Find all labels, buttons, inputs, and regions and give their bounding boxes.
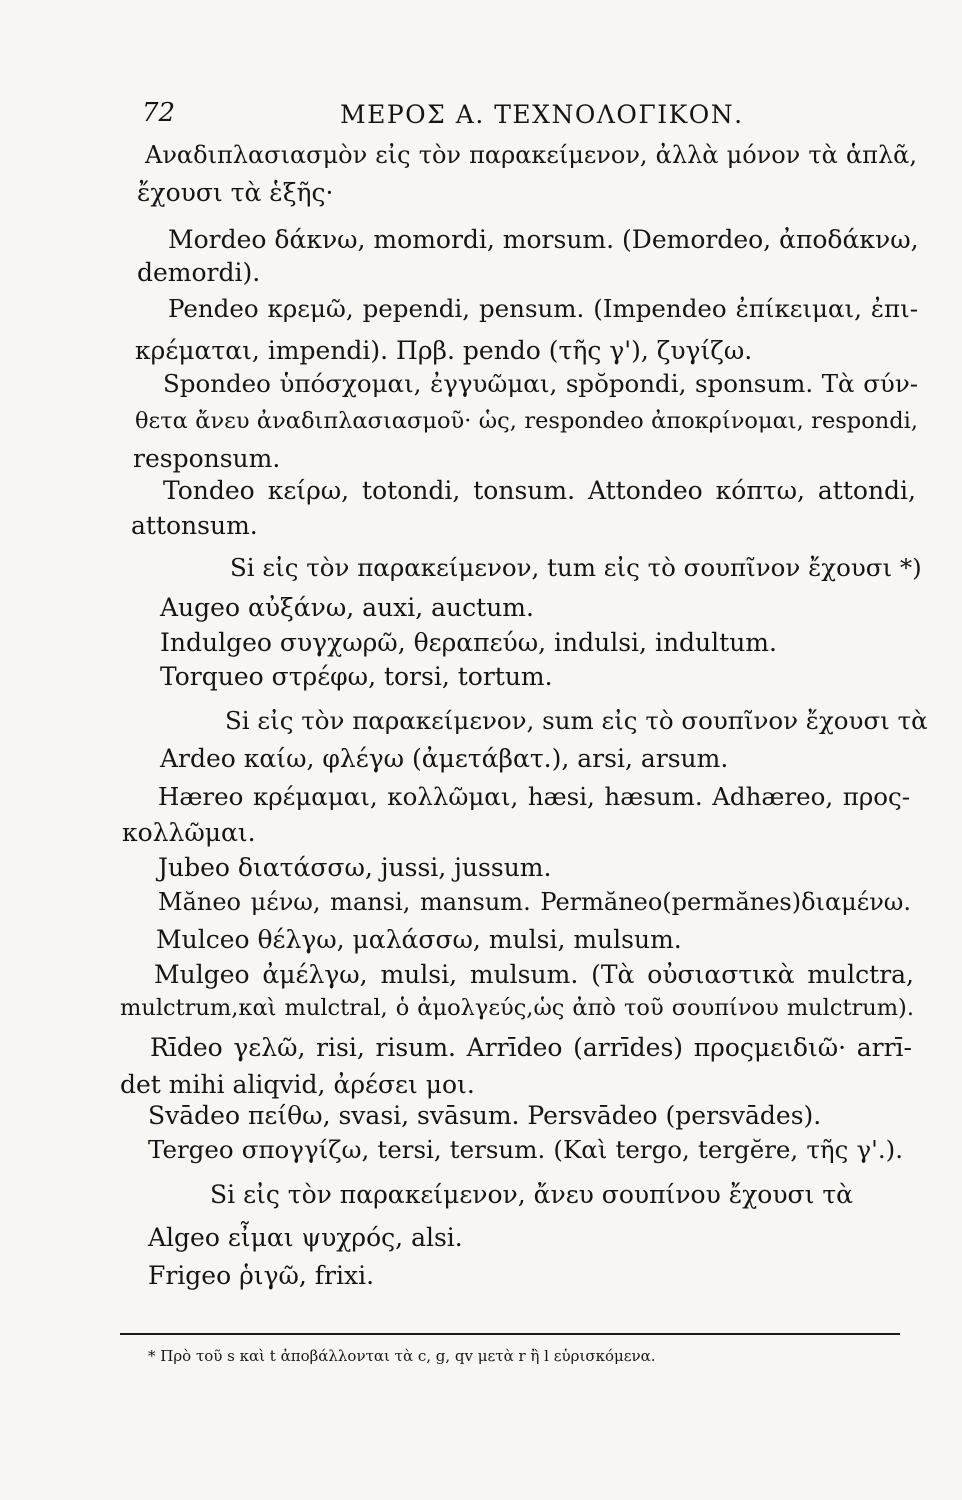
text-line: ἔχουσι τὰ ἑξῆς· (137, 178, 334, 207)
text-line: Spondeo ὑπόσχομαι, ἐγγυῶμαι, spŏpondi, sponsum. Τὰ σύν- (163, 369, 918, 398)
text-line: Tondeo κείρω, totondi, tonsum. Attondeo κόπτω, attondi, (163, 476, 916, 505)
footnote: * Πρὸ τοῦ s καὶ t ἀποβάλλονται τὰ c, g, qv μετὰ r ἢ l εὑρισκόμενα. (148, 1347, 656, 1365)
text-line: demordi). (137, 258, 261, 287)
text-line: κολλῶμαι. (122, 818, 256, 847)
text-line: Jubeo διατάσσω, jussi, jussum. (158, 853, 552, 882)
footnote-rule (120, 1333, 900, 1335)
text-line: responsum. (133, 444, 281, 473)
text-line: Măneo μένω, mansi, mansum. Permăneo(permănes)διαμένω. (158, 888, 911, 916)
text-line: Rīdeo γελῶ, risi, risum. Arrīdeo (arrīdes) προςμειδιῶ· arrī- (150, 1033, 912, 1062)
text-line: Torqueo στρέφω, torsi, tortum. (160, 662, 553, 691)
text-line: Si εἰς τὸν παρακείμενον, tum εἰς τὸ σουπῖνον ἔχουσι *) (230, 553, 922, 582)
text-line: Pendeo κρεμῶ, pependi, pensum. (Impendeo ἐπίκειμαι, ἐπι- (168, 294, 918, 323)
text-line: Augeo αὐξάνω, auxi, auctum. (160, 593, 534, 622)
text-line: Mulceo θέλγω, μαλάσσω, mulsi, mulsum. (156, 925, 682, 954)
text-line: Si εἰς τὸν παρακείμενον, sum εἰς τὸ σουπῖνον ἔχουσι τὰ (225, 706, 928, 735)
text-line: Frigeo ῥιγῶ, frixi. (148, 1261, 375, 1290)
text-line: Αναδιπλασιασμὸν εἰς τὸν παρακείμενον, ἀλλὰ μόνον τὰ ἁπλᾶ, (145, 141, 917, 169)
text-line: θετα ἄνευ ἀναδιπλασιασμοῦ· ὡς, respondeo ἀποκρίνομαι, respondi, (135, 408, 918, 434)
text-line: Si εἰς τὸν παρακείμενον, ἄνευ σουπίνου ἔχουσι τὰ (210, 1180, 854, 1209)
text-line: Tergeo σπογγίζω, tersi, tersum. (Καὶ tergo, tergĕre, τῆς γ'.). (148, 1135, 903, 1164)
text-line: Indulgeo συγχωρῶ, θεραπεύω, indulsi, indultum. (160, 628, 777, 657)
text-line: κρέμαται, impendi). Πρβ. pendo (τῆς γ'), ζυγίζω. (135, 336, 753, 365)
text-line: Svādeo πείθω, svasi, svāsum. Persvādeo (persvādes). (148, 1101, 822, 1130)
text-line: mulctrum,καὶ mulctral, ὁ ἀμολγεύς,ὡς ἀπὸ τοῦ σουπίνου mulctrum). (120, 995, 914, 1021)
text-line: attonsum. (131, 511, 258, 540)
running-head: ΜΕΡΟΣ Α. ΤΕΧΝΟΛΟΓΙΚΟΝ. (340, 100, 744, 129)
page-number: 72 (142, 98, 176, 128)
text-line: Hæreo κρέμαμαι, κολλῶμαι, hæsi, hæsum. Adhæreo, προς- (158, 782, 910, 811)
text-line: Ardeo καίω, φλέγω (ἀμετάβατ.), arsi, arsum. (160, 744, 729, 773)
text-line: Mulgeo ἀμέλγω, mulsi, mulsum. (Τὰ οὐσιαστικὰ mulctra, (154, 960, 914, 989)
text-line: Algeo εἶμαι ψυχρός, alsi. (148, 1223, 463, 1252)
text-line: Mordeo δάκνω, momordi, morsum. (Demordeo, ἀποδάκνω, (168, 225, 919, 254)
text-line: det mihi aliqvid, ἀρέσει μοι. (120, 1070, 475, 1099)
